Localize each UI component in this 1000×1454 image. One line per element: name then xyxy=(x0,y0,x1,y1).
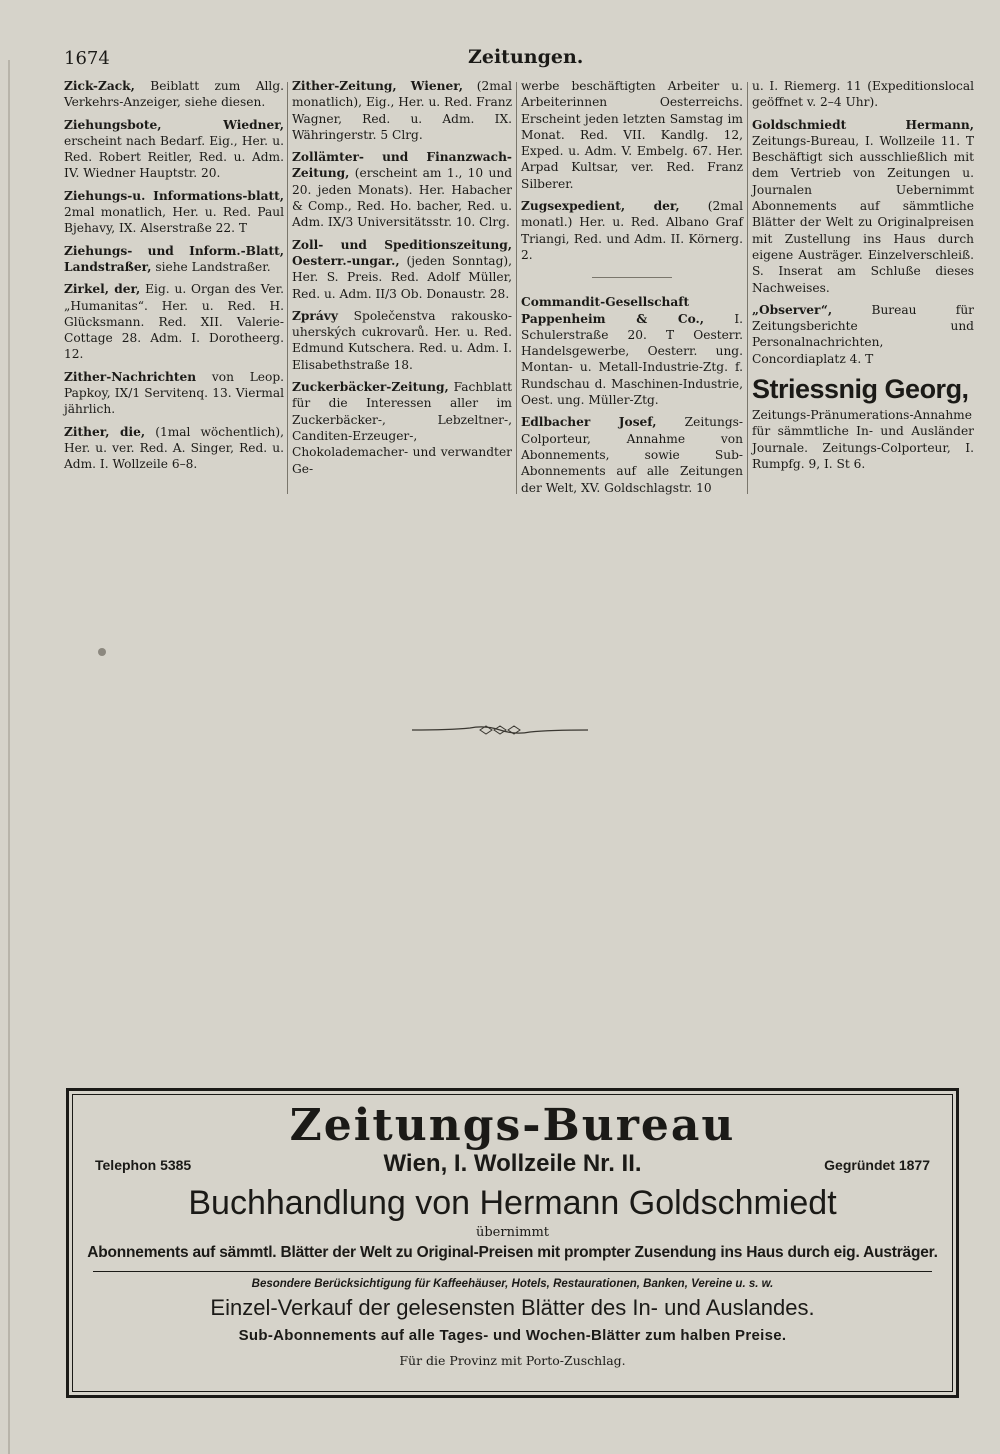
listing-text: Fachblatt für die Interessen aller im Zuckerbäcker-, Lebzeltner-, Canditen-Erzeuger-, Chokolademacher- und verwandter Ge- xyxy=(292,380,512,476)
column-rule xyxy=(287,82,288,494)
listing-entry xyxy=(521,414,743,495)
listing-entry xyxy=(64,424,284,473)
listing-name: Zprávy xyxy=(292,308,338,323)
listing-text: (1mal wöchentlich), Her. u. ver. Red. A. Singer, Red. u. Adm. I. Wollzeile 6–8. xyxy=(64,424,284,472)
listing-name: Zuckerbäcker-Zeitung, xyxy=(292,380,449,395)
column-4 xyxy=(752,78,974,478)
listing-text: Společenstva rakousko-uherských cukrovarů. Her. u. Red. Edmund Kutschera. Red. u. Adm. I. Elisabethstraße 18. xyxy=(292,308,512,372)
listing-text: Bureau für Zeitungsberichte und Personalnachrichten, Concordiaplatz 4. T xyxy=(752,302,974,366)
running-head: Zeitungen. xyxy=(468,46,584,68)
ad-single-sale: Einzel-Verkauf der gelesensten Blätter des In- und Auslandes. xyxy=(210,1295,815,1320)
ad-address: Wien, I. Wollzeile Nr. II. xyxy=(383,1150,642,1177)
listing-name: Ziehungs- und Inform.-Blatt, Landstraßer, xyxy=(64,243,284,274)
listing-text: Zeitungs-Colporteur, Annahme von Abonnements, sowie Sub-Abonnements auf alle Zeitungen der Welt, XV. Goldschlagstr. 10 xyxy=(521,415,743,495)
page-binding-edge xyxy=(8,60,10,1454)
ad-takes: übernimmt xyxy=(475,1225,549,1240)
listing-text: Zeitungs-Bureau, I. Wollzeile 11. T Beschäftigt sich ausschließlich mit dem Vertrieb von Zeitungen u. Journalen Uebernimmt Abonnements auf sämmtliche Blätter der Welt zu Originalpreisen mit Zustellung ins Haus durch eigene Austräger. Einzelverschleiß. S. Inserat am Schluße dieses Nachweises. xyxy=(752,133,974,295)
paper-speck xyxy=(98,648,106,656)
listing-entry xyxy=(752,117,974,296)
column-3 xyxy=(521,78,743,502)
listing-name: Zugsexpedient, der, xyxy=(521,199,680,214)
listing-text: u. I. Riemerg. 11 (Expeditionslocal geöffnet v. 2–4 Uhr). xyxy=(752,79,974,110)
listing-name: Commandit-Gesellschaft Pappenheim & Co., xyxy=(521,295,704,326)
listing-text: werbe beschäftigten Arbeiter u. Arbeiterinnen Oesterreichs. Erscheint jeden letzten Samstag im Monat. Red. VII. Kandlg. 12, Exped. u. Adm. V. Embelg. 67. Her. Arpad Kultsar, ver. Red. Franz Silberer. xyxy=(521,79,743,191)
column-rule xyxy=(747,82,748,494)
listing-text: Eig. u. Organ des Ver. „Humanitas“. Her. u. Red. H. Glücksmann. Red. XII. Valerie-Cottage 28. Adm. I. Dorotheerg. 12. xyxy=(64,282,284,362)
listing-text: von Leop. Papkoy, IX/1 Servitenq. 13. Viermal jährlich. xyxy=(64,369,285,417)
ad-sub-abonnements: Sub-Abonnements auf alle Tages- und Wochen-Blätter zum halben Preise. xyxy=(238,1327,787,1344)
listing-name: „Observer“, xyxy=(752,302,833,317)
listing-text: (erscheint am 1., 10 und 20. jeden Monats). Her. Habacher & Comp., Red. Ho. bacher, Red. u. Adm. IX/3 Universitätsstr. 10. Clrg. xyxy=(292,166,512,230)
ad-founded: Gegründet 1877 xyxy=(824,1157,930,1173)
listing-name: Zick-Zack, xyxy=(64,79,135,93)
listing-entry xyxy=(521,198,743,263)
listing-entry xyxy=(521,294,743,408)
listing-name: Zither-Zeitung, Wiener, xyxy=(292,79,464,93)
listing-entry xyxy=(292,379,512,477)
advertisement-inner-frame xyxy=(72,1094,953,1392)
listing-text: 2mal monatlich, Her. u. Red. Paul Bjehavy, IX. Alserstraße 22. T xyxy=(64,205,284,236)
listing-name: Ziehungs-u. Informations-blatt, xyxy=(64,188,284,203)
ad-rule xyxy=(93,1271,932,1272)
listing-entry xyxy=(292,237,512,302)
listing-text: Beiblatt zum Allg. Verkehrs-Anzeiger, siehe diesen. xyxy=(64,79,284,110)
listing-text: (jeden Sonntag), Her. S. Preis. Red. Adolf Müller, Red. u. Adm. II/3 Ob. Donaustr. 28. xyxy=(292,253,513,301)
featured-listing-text: Zeitungs-Pränumerations-Annahme für sämmtliche In- und Ausländer Journale. Zeitungs-Colporteur, I. Rumpfg. 9, I. St 6. xyxy=(752,408,974,471)
ad-subscriptions: Abonnements auf sämmtl. Blätter der Welt zu Original-Preisen mit prompter Zusendung ins Haus durch eig. Austräger. xyxy=(87,1244,938,1261)
column-2 xyxy=(292,78,512,483)
listing-text: (2mal monatl.) Her. u. Red. Albano Graf Triangi, Red. und Adm. II. Körnerg. 2. xyxy=(521,199,744,262)
listing-entry xyxy=(521,78,743,192)
column-1 xyxy=(64,78,284,479)
listing-entry xyxy=(752,302,974,367)
ad-special-note: Besondere Berücksichtigung für Kaffeehäuser, Hotels, Restaurationen, Banken, Vereine u. s. w. xyxy=(251,1278,774,1290)
listing-text: I. Schulerstraße 20. T Oesterr. Handelsgewerbe, Oesterr. ung. Montan- u. Metall-Industrie-Ztg. f. Rundschau d. Maschinen-Industrie, Oest. ung. Müller-Ztg. xyxy=(521,311,744,408)
listing-name: Edlbacher Josef, xyxy=(521,415,657,430)
listing-name: Zoll- und Speditionszeitung, Oesterr.-ungar., xyxy=(292,237,512,268)
listing-entry xyxy=(64,117,284,182)
page-number: 1674 xyxy=(64,48,110,69)
listing-entry xyxy=(64,78,284,111)
listing-entry xyxy=(292,78,512,143)
featured-listing-name: Striessnig Georg, xyxy=(752,374,969,405)
ornament-divider xyxy=(410,722,590,738)
ad-title: Zeitungs-Bureau xyxy=(289,1100,736,1151)
listing-entry xyxy=(292,308,512,373)
ad-phone: Telephon 5385 xyxy=(95,1157,192,1173)
advertisement-box xyxy=(66,1088,959,1398)
listing-entry xyxy=(64,369,284,418)
listing-name: Ziehungsbote, Wiedner, xyxy=(64,117,284,132)
listing-entry xyxy=(64,188,284,237)
listing-name: Zither-Nachrichten xyxy=(64,369,197,384)
listing-name: Zirkel, der, xyxy=(64,282,141,297)
section-divider xyxy=(592,277,672,278)
listing-entry xyxy=(64,243,284,276)
listing-text: (2mal monatlich), Eig., Her. u. Red. Franz Wagner, Red. u. Adm. IX. Währingerstr. 5 Clrg. xyxy=(292,79,512,142)
listing-entry xyxy=(292,149,512,230)
listing-name: Goldschmiedt Hermann, xyxy=(752,117,974,132)
listing-name: Zither, die, xyxy=(64,424,146,439)
listing-entry xyxy=(64,281,284,362)
listing-entry xyxy=(752,78,974,111)
listing-text: erscheint nach Bedarf. Eig., Her. u. Red. Robert Reitler, Red. u. Adm. IV. Wiedner Hauptstr. 20. xyxy=(64,133,284,181)
listing-name: Zollämter- und Finanzwach-Zeitung, xyxy=(292,150,512,181)
ad-province-note: Für die Provinz mit Porto-Zuschlag. xyxy=(399,1353,626,1368)
ad-shop-name: Buchhandlung von Hermann Goldschmiedt xyxy=(188,1184,837,1222)
listing-text: siehe Landstraßer. xyxy=(155,259,271,274)
column-rule xyxy=(516,82,517,494)
